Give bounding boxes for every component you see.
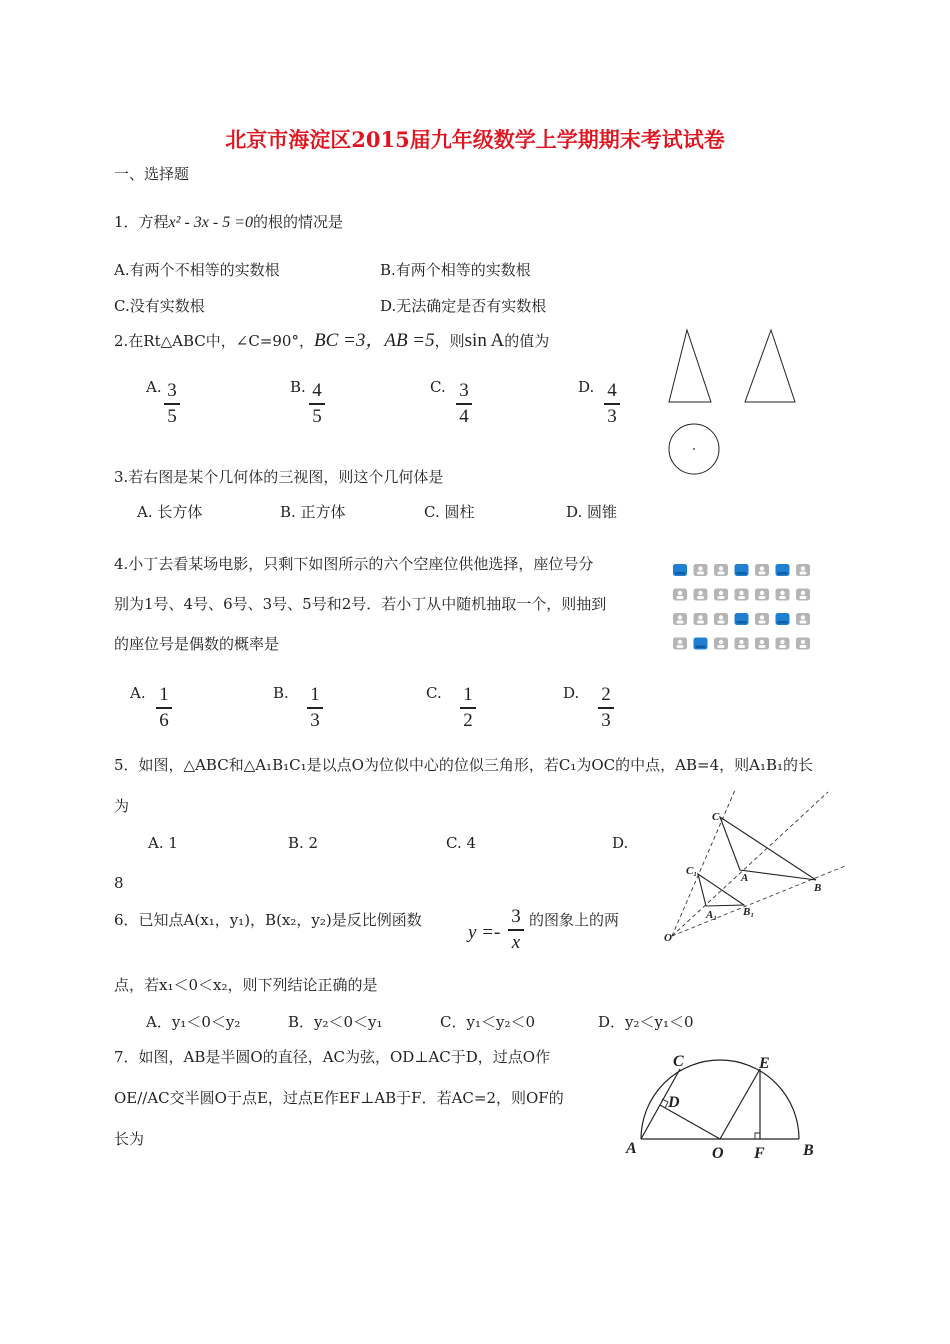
q2-option-b-label: B. [290, 378, 306, 396]
q2-stem-b: ，则 [434, 332, 465, 350]
label-a1: A₁ [706, 909, 718, 921]
label-a: A [626, 1140, 637, 1157]
label-c: C [712, 811, 720, 823]
seat-taken [714, 589, 728, 601]
q5-line-1: 5．如图，△ABC和△A₁B₁C₁是以点O为位似中心的位似三角形，若C₁为OC的中点，AB=4，则A₁B₁的长 [114, 756, 814, 774]
q4-option-b-label: B. [273, 684, 289, 702]
front-view-triangle [669, 330, 711, 402]
q4-option-d-label: D. [563, 684, 580, 702]
q1-stem-a: 1．方程 [114, 213, 169, 231]
q5-line-2: 为 [114, 797, 130, 815]
q6-option-b: B．y₂＜0＜y₁ [288, 1013, 383, 1031]
seat-taken [796, 638, 810, 650]
seat-taken [714, 638, 728, 650]
q2-sin-a: sin A [464, 330, 505, 351]
three-view-figure [664, 328, 804, 478]
triangle-a1b1c1 [698, 874, 744, 906]
seat-taken [755, 638, 769, 650]
label-c: C [673, 1053, 684, 1070]
q2-option-c-label: C. [430, 378, 446, 396]
q4-option-c-fraction: 1 2 [460, 684, 476, 732]
q6-option-d: D．y₂＜y₁＜0 [598, 1013, 694, 1031]
segment-oe [720, 1069, 760, 1139]
q2-option-a-fraction: 3 5 [164, 380, 180, 428]
label-b: B [803, 1142, 814, 1159]
label-b1: B₁ [743, 906, 755, 918]
seat-taken [694, 564, 708, 576]
semicircle-figure [620, 1048, 825, 1168]
seat-empty [673, 564, 687, 576]
q2-option-b-fraction: 4 5 [309, 380, 325, 428]
section-heading: 一、选择题 [114, 165, 190, 183]
label-b: B [814, 882, 822, 894]
seat-taken [735, 589, 749, 601]
top-view-center-dot [693, 448, 695, 450]
q3-option-a: A. 长方体 [137, 503, 203, 521]
seat-taken [673, 638, 687, 650]
q1-equation: x² - 3x - 5 =0 [168, 214, 253, 231]
seat-taken [776, 638, 790, 650]
q1-option-c: C.没有实数根 [114, 297, 205, 315]
q1-stem-b: 的根的情况是 [253, 213, 344, 231]
seat-empty [694, 638, 708, 650]
q4-line-2: 别为1号、4号、6号、3号、5号和2号．若小丁从中随机抽取一个，则抽到 [114, 595, 607, 613]
semicircle-arc [641, 1060, 799, 1139]
seat-taken [755, 564, 769, 576]
q4-line-3: 的座位号是偶数的概率是 [114, 635, 280, 653]
seat-empty [776, 564, 790, 576]
seat-taken [755, 613, 769, 625]
seat-taken [714, 564, 728, 576]
label-d: D [668, 1094, 680, 1111]
q5-option-d: D. [612, 834, 629, 852]
q1-option-a: A.有两个不相等的实数根 [114, 261, 280, 279]
seat-taken [796, 613, 810, 625]
q2-stem-c: 的值为 [504, 332, 550, 350]
q4-option-d-fraction: 2 3 [598, 684, 614, 732]
seat-empty [776, 613, 790, 625]
q3-option-c: C. 圆柱 [424, 503, 475, 521]
seat-taken [673, 613, 687, 625]
seat-taken [796, 564, 810, 576]
side-view-triangle [745, 330, 795, 402]
q5-option-b: B. 2 [288, 834, 319, 852]
q6-function-lhs: y =- [468, 922, 501, 943]
q7-line-1: 7．如图，AB是半圆O的直径，AC为弦，OD⊥AC于D，过点O作 [114, 1048, 551, 1066]
q7-line-3: 长为 [114, 1130, 145, 1148]
question-1 [114, 212, 343, 233]
label-f: F [754, 1145, 765, 1162]
label-o: O [712, 1145, 724, 1162]
q6-line-2: 点，若x₁＜0＜x₂，则下列结论正确的是 [114, 976, 378, 994]
seat-taken [755, 589, 769, 601]
seat-empty [735, 564, 749, 576]
label-c1: C₁ [686, 865, 698, 877]
seat-taken [673, 589, 687, 601]
q7-line-2: OE//AC交半圆O于点E，过点E作EF⊥AB于F．若AC=2，则OF的 [114, 1089, 564, 1107]
q5-option-d-value: 8 [114, 874, 124, 892]
seat-taken [735, 638, 749, 650]
seat-taken [694, 613, 708, 625]
q3-option-b: B. 正方体 [280, 503, 346, 521]
seat-taken [776, 589, 790, 601]
seat-empty [735, 613, 749, 625]
q4-option-b-fraction: 1 3 [307, 684, 323, 732]
q6-line-1 [114, 910, 422, 930]
q5-option-a: A. 1 [148, 834, 178, 852]
right-angle-f [755, 1133, 760, 1139]
page-title: 北京市海淀区2015届九年级数学上学期期末考试试卷 [225, 127, 725, 152]
q4-option-a-label: A. [130, 684, 146, 702]
q2-stem-a: 2.在Rt△ABC中，∠C=90°， [114, 332, 314, 350]
q6-option-a: A．y₁＜0＜y₂ [146, 1013, 241, 1031]
seat-map-figure [670, 560, 815, 656]
homothety-figure [660, 788, 850, 948]
label-e: E [759, 1055, 770, 1072]
q4-option-a-fraction: 1 6 [156, 684, 172, 732]
seat-taken [714, 613, 728, 625]
q6-option-c: C．y₁＜y₂＜0 [440, 1013, 535, 1031]
question-2 [114, 331, 549, 351]
q4-option-c-label: C. [426, 684, 442, 702]
q1-option-d: D.无法确定是否有实数根 [380, 297, 547, 315]
label-a: A [741, 872, 749, 884]
q2-option-d-fraction: 4 3 [604, 380, 620, 428]
seat-taken [694, 589, 708, 601]
q1-option-b: B.有两个相等的实数根 [380, 261, 531, 279]
q6-stem-b: 的图象上的两 [529, 911, 620, 929]
q3-option-d: D. 圆锥 [566, 503, 618, 521]
triangle-abc [720, 817, 816, 880]
label-o: O [664, 932, 672, 944]
question-3: 3.若右图是某个几何体的三视图，则这个几何体是 [114, 468, 444, 486]
q2-option-a-label: A. [146, 378, 162, 396]
q6-function-fraction: 3 x [508, 906, 524, 954]
q5-option-c: C. 4 [446, 834, 477, 852]
q2-equation: BC =3，AB =5 [313, 330, 435, 351]
q6-stem-a: 6．已知点A(x₁，y₁)，B(x₂，y₂)是反比例函数 [114, 911, 422, 929]
seat-taken [796, 589, 810, 601]
q2-option-d-label: D. [578, 378, 595, 396]
q4-line-1: 4.小丁去看某场电影，只剩下如图所示的六个空座位供他选择，座位号分 [114, 555, 594, 573]
q2-option-c-fraction: 3 4 [456, 380, 472, 428]
